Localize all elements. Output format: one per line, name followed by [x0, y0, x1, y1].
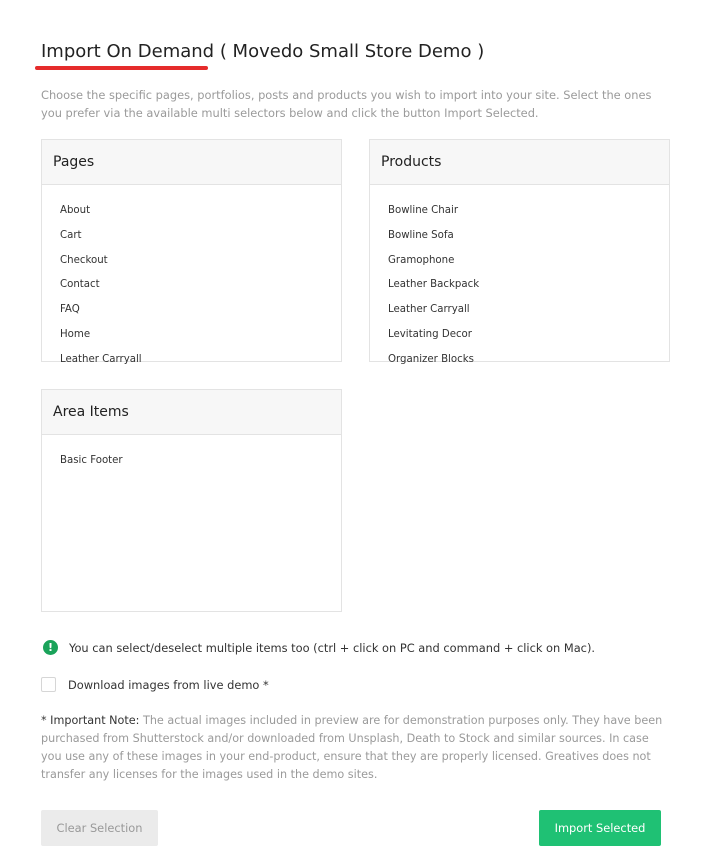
important-note-label: * Important Note: — [41, 714, 140, 727]
pages-option[interactable]: Home — [60, 328, 91, 340]
pages-option[interactable]: Cart — [60, 229, 82, 241]
pages-option[interactable]: Contact — [60, 279, 100, 291]
area-items-option[interactable]: Basic Footer — [60, 455, 123, 466]
pages-option[interactable]: FAQ — [60, 304, 80, 316]
area-items-panel-title: Area Items — [42, 390, 341, 435]
important-note — [41, 712, 671, 784]
import-selected-button[interactable]: Import Selected — [539, 810, 661, 846]
products-option[interactable]: Organizer Blocks — [388, 353, 474, 365]
products-multiselect[interactable] — [370, 185, 669, 379]
download-images-label: Download images from live demo * — [68, 677, 269, 692]
products-option[interactable]: Levitating Decor — [388, 328, 472, 340]
pages-option[interactable]: About — [60, 205, 91, 216]
title-underline — [35, 66, 208, 70]
download-images-option[interactable] — [41, 677, 269, 692]
products-option[interactable]: Gramophone — [388, 254, 455, 266]
area-items-panel — [41, 389, 342, 612]
products-option[interactable]: Leather Backpack — [388, 279, 480, 291]
pages-panel-title: Pages — [42, 140, 341, 185]
intro-text: Choose the specific pages, portfolios, posts and products you wish to import into your site. Select the ones you prefer via the available multi selectors below and click the button Import Selected. — [41, 88, 652, 120]
selection-tip-text: You can select/deselect multiple items too (ctrl + click on PC and command + click on Mac). — [69, 640, 596, 655]
selection-tip — [43, 640, 595, 655]
products-option[interactable]: Leather Carryall — [388, 304, 470, 316]
products-panel-title: Products — [370, 140, 669, 185]
products-panel — [369, 139, 670, 365]
download-images-checkbox[interactable] — [41, 677, 56, 692]
pages-panel — [41, 139, 342, 365]
pages-option[interactable]: Leather Carryall — [60, 353, 142, 365]
important-note-text: The actual images included in preview are for demonstration purposes only. They have been purchased from Shutterstock and/or downloaded from Unsplash, Death to Stock and similar sources. In case you use any of these images in your end-product, ensure that they are properly licensed. Greatives does not transfer any licenses for the images used in the demo sites. — [41, 714, 663, 781]
products-option[interactable]: Bowline Sofa — [388, 229, 454, 241]
page-title: Import On Demand ( Movedo Small Store Demo ) — [41, 41, 485, 62]
exclamation-circle-icon: ! — [43, 640, 58, 655]
pages-multiselect[interactable] — [42, 185, 341, 379]
area-items-multiselect[interactable] — [42, 435, 341, 625]
clear-selection-button[interactable]: Clear Selection — [41, 810, 158, 846]
products-option[interactable]: Bowline Chair — [388, 205, 459, 216]
pages-option[interactable]: Checkout — [60, 254, 108, 266]
